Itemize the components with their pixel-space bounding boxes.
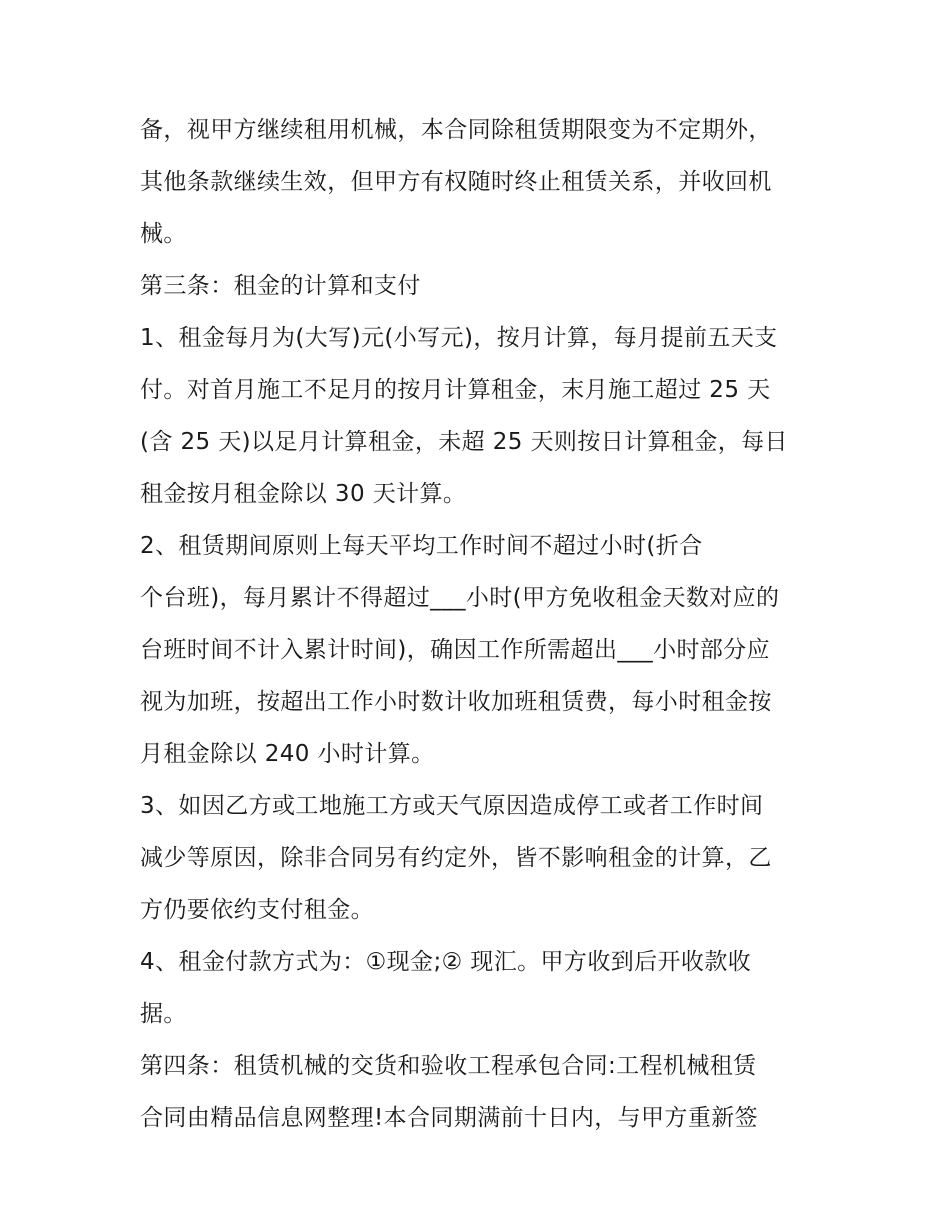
- text-line: 2、租赁期间原则上每天平均工作时间不超过小时(折合: [140, 533, 703, 559]
- section-heading: 第四条：租赁机械的交货和验收工程承包合同:工程机械租赁: [140, 1053, 757, 1079]
- text-line: 方仍要依约支付租金。: [140, 897, 374, 923]
- text-line: 合同由精品信息网整理!本合同期满前十日内，与甲方重新签: [140, 1105, 759, 1131]
- text-line: 1、租金每月为(大写)元(小写元)，按月计算，每月提前五天支: [140, 325, 778, 351]
- text-line: 月租金除以 240 小时计算。: [140, 741, 435, 767]
- text-line: 据。: [140, 1001, 187, 1027]
- text-line: 4、租金付款方式为：①现金;② 现汇。甲方收到后开收款收: [140, 949, 752, 975]
- text-line: 械。: [140, 221, 187, 247]
- text-line: 其他条款继续生效，但甲方有权随时终止租赁关系，并收回机: [140, 169, 772, 195]
- text-line: 租金按月租金除以 30 天计算。: [140, 481, 467, 507]
- text-line: 付。对首月施工不足月的按月计算租金，末月施工超过 25 天: [140, 377, 771, 403]
- text-line: 台班时间不计入累计时间)，确因工作所需超出___小时部分应: [140, 637, 771, 663]
- text-line: 个台班)，每月累计不得超过___小时(甲方免收租金天数对应的: [140, 585, 780, 611]
- text-line: 3、如因乙方或工地施工方或天气原因造成停工或者工作时间: [140, 793, 764, 819]
- document-body: [140, 104, 820, 1144]
- text-line: 备，视甲方继续租用机械，本合同除租赁期限变为不定期外，: [140, 117, 772, 143]
- section-heading: 第三条：租金的计算和支付: [140, 273, 421, 299]
- text-line: 视为加班，按超出工作小时数计收加班租赁费，每小时租金按: [140, 689, 772, 715]
- text-line: 减少等原因，除非合同另有约定外，皆不影响租金的计算，乙: [140, 845, 772, 871]
- text-line: (含 25 天)以足月计算租金，未超 25 天则按日计算租金，每日: [140, 429, 788, 455]
